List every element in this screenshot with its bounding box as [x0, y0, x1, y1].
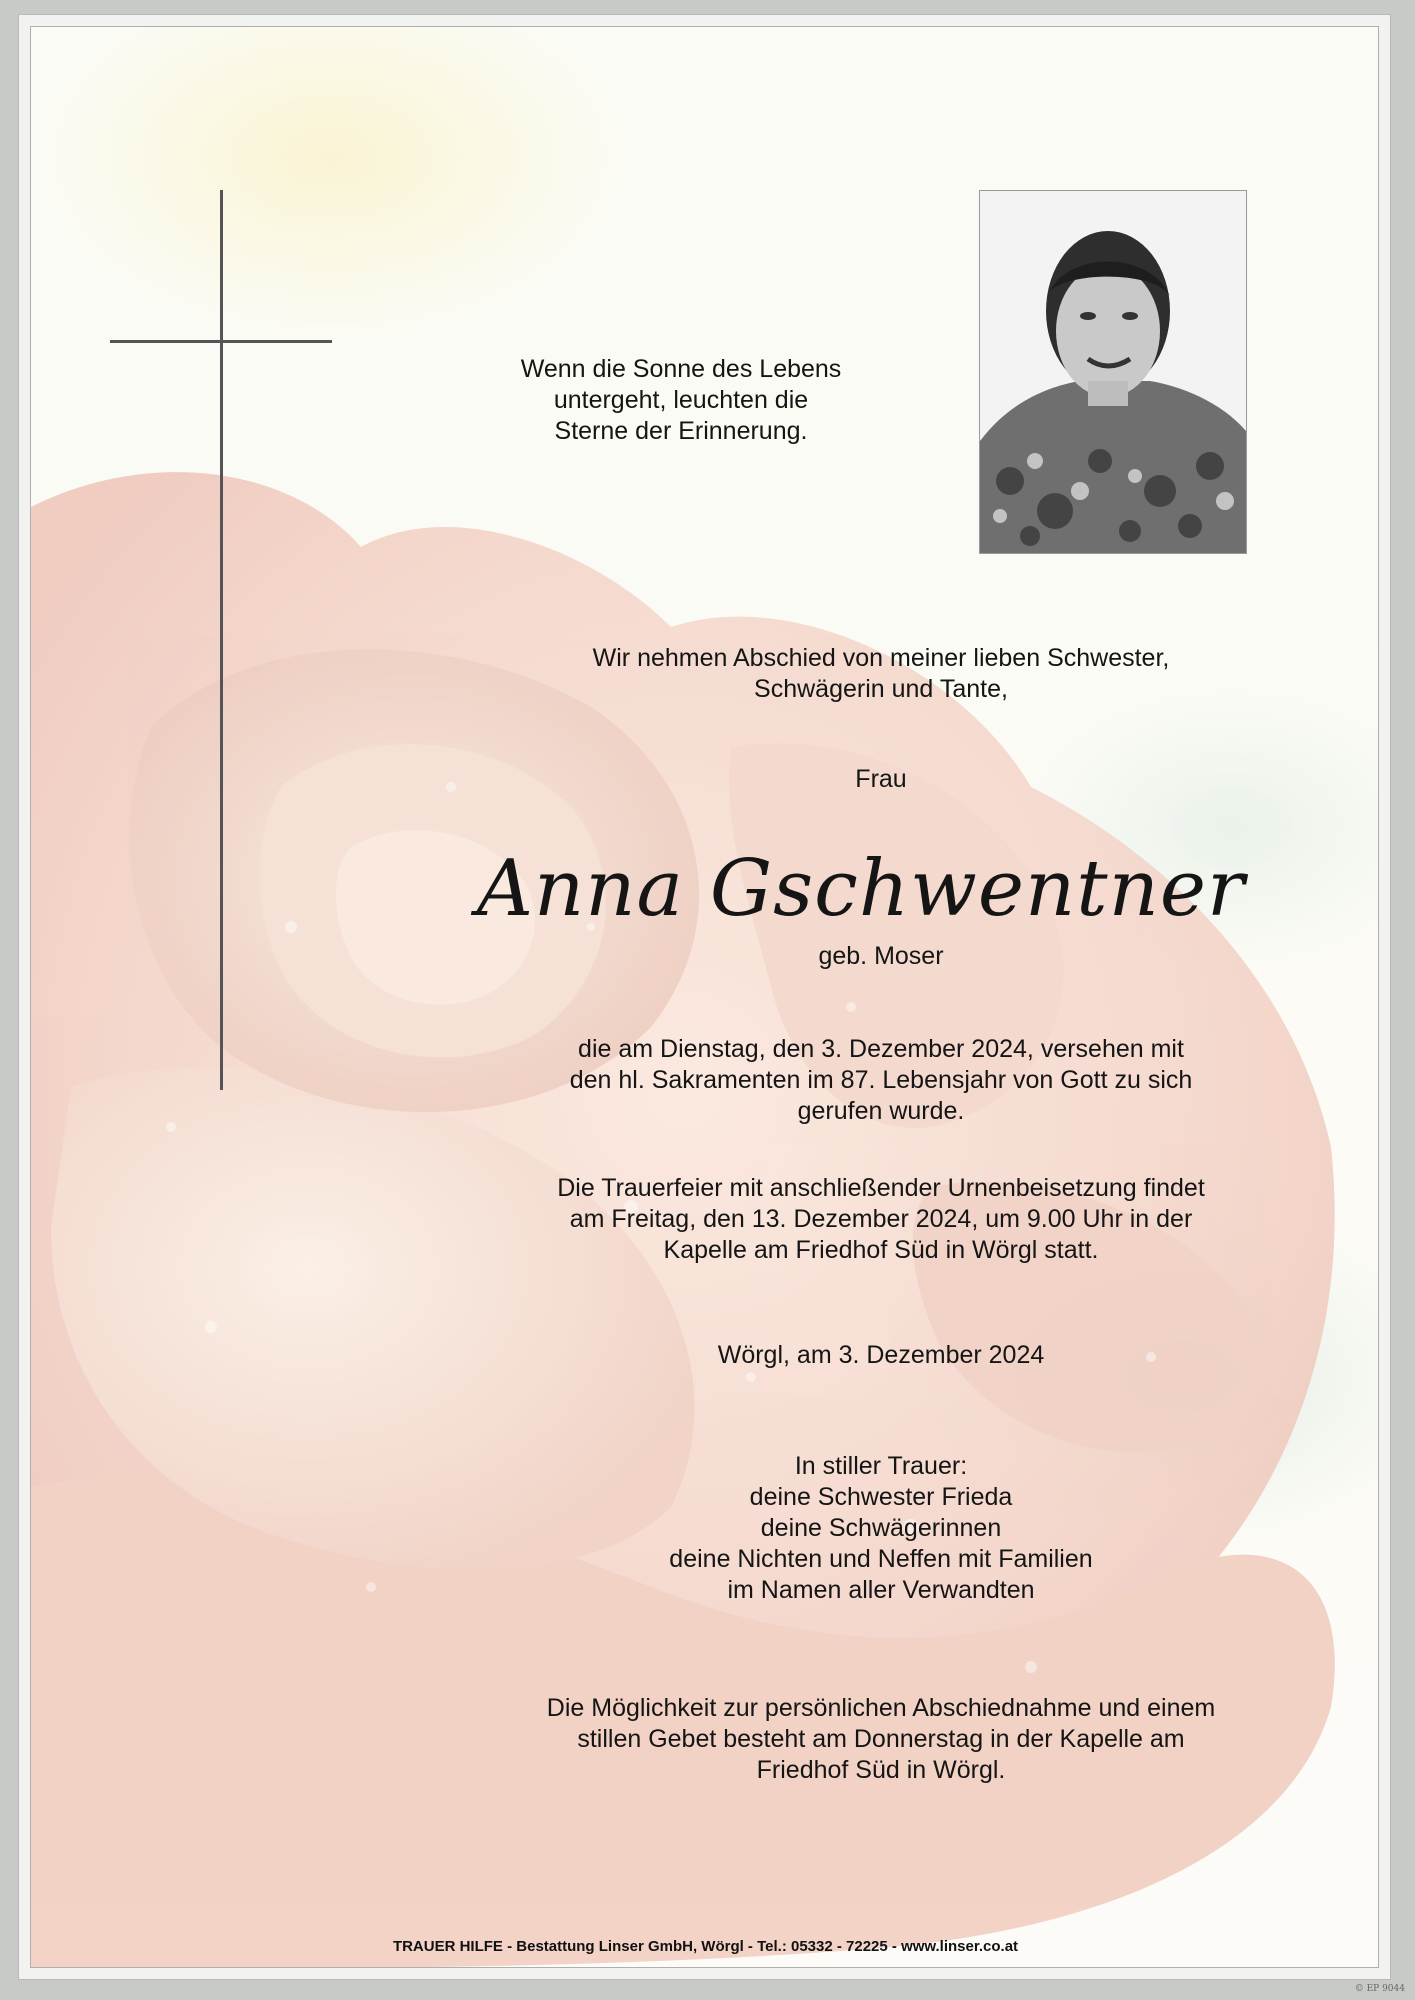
- viewing-line: Die Möglichkeit zur persönlichen Abschiednahme und einem: [546, 1694, 1216, 1722]
- ceremony-line: Die Trauerfeier mit anschließender Urnenbeisetzung findet: [557, 1174, 1205, 1202]
- death-notice-line: die am Dienstag, den 3. Dezember 2024, versehen mit: [578, 1035, 1184, 1063]
- death-notice-line: gerufen wurde.: [797, 1097, 965, 1125]
- cross-vertical-bar: [220, 190, 223, 1090]
- viewing-line: Friedhof Süd in Wörgl.: [756, 1756, 1006, 1784]
- viewing-notice: [431, 1693, 1331, 1786]
- mourner-line: deine Nichten und Neffen mit Familien: [669, 1545, 1093, 1573]
- cross-horizontal-bar: [110, 340, 332, 343]
- death-notice-line: den hl. Sakramenten im 87. Lebensjahr von Gott zu sich: [569, 1066, 1193, 1094]
- verse-line: untergeht, leuchten die: [553, 386, 809, 414]
- template-code: © EP 9044: [1354, 1984, 1405, 1994]
- memorial-verse: [481, 354, 881, 447]
- ceremony-line: Kapelle am Friedhof Süd in Wörgl statt.: [663, 1236, 1099, 1264]
- ceremony-notice: [481, 1173, 1281, 1266]
- funeral-home-footer: TRAUER HILFE - Bestattung Linser GmbH, Wörgl - Tel.: 05332 - 72225 - www.linser.co.at: [392, 1938, 1019, 1955]
- salutation: Frau: [855, 765, 907, 793]
- verse-line: Wenn die Sonne des Lebens: [520, 355, 842, 383]
- portrait-image: [980, 191, 1246, 553]
- intro-line: Wir nehmen Abschied von meiner lieben Schwester,: [592, 644, 1170, 672]
- farewell-intro: [481, 643, 1281, 705]
- mourner-line: deine Schwester Frieda: [749, 1483, 1013, 1511]
- mourner-line: In stiller Trauer:: [794, 1452, 968, 1480]
- portrait-photo: [979, 190, 1247, 554]
- mourner-line: deine Schwägerinnen: [760, 1514, 1002, 1542]
- birth-name: geb. Moser: [818, 942, 944, 970]
- death-notice: [481, 1034, 1281, 1127]
- mourners-list: [581, 1451, 1181, 1606]
- place-date: Wörgl, am 3. Dezember 2024: [717, 1341, 1045, 1369]
- mourner-line: im Namen aller Verwandten: [727, 1576, 1035, 1604]
- viewing-line: stillen Gebet besteht am Donnerstag in der Kapelle am: [577, 1725, 1185, 1753]
- ceremony-line: am Freitag, den 13. Dezember 2024, um 9.00 Uhr in der: [569, 1205, 1193, 1233]
- obituary-card: [30, 26, 1379, 1968]
- deceased-name: Anna Gschwentner: [476, 844, 1246, 934]
- verse-line: Sterne der Erinnerung.: [554, 417, 808, 445]
- intro-line: Schwägerin und Tante,: [754, 675, 1008, 703]
